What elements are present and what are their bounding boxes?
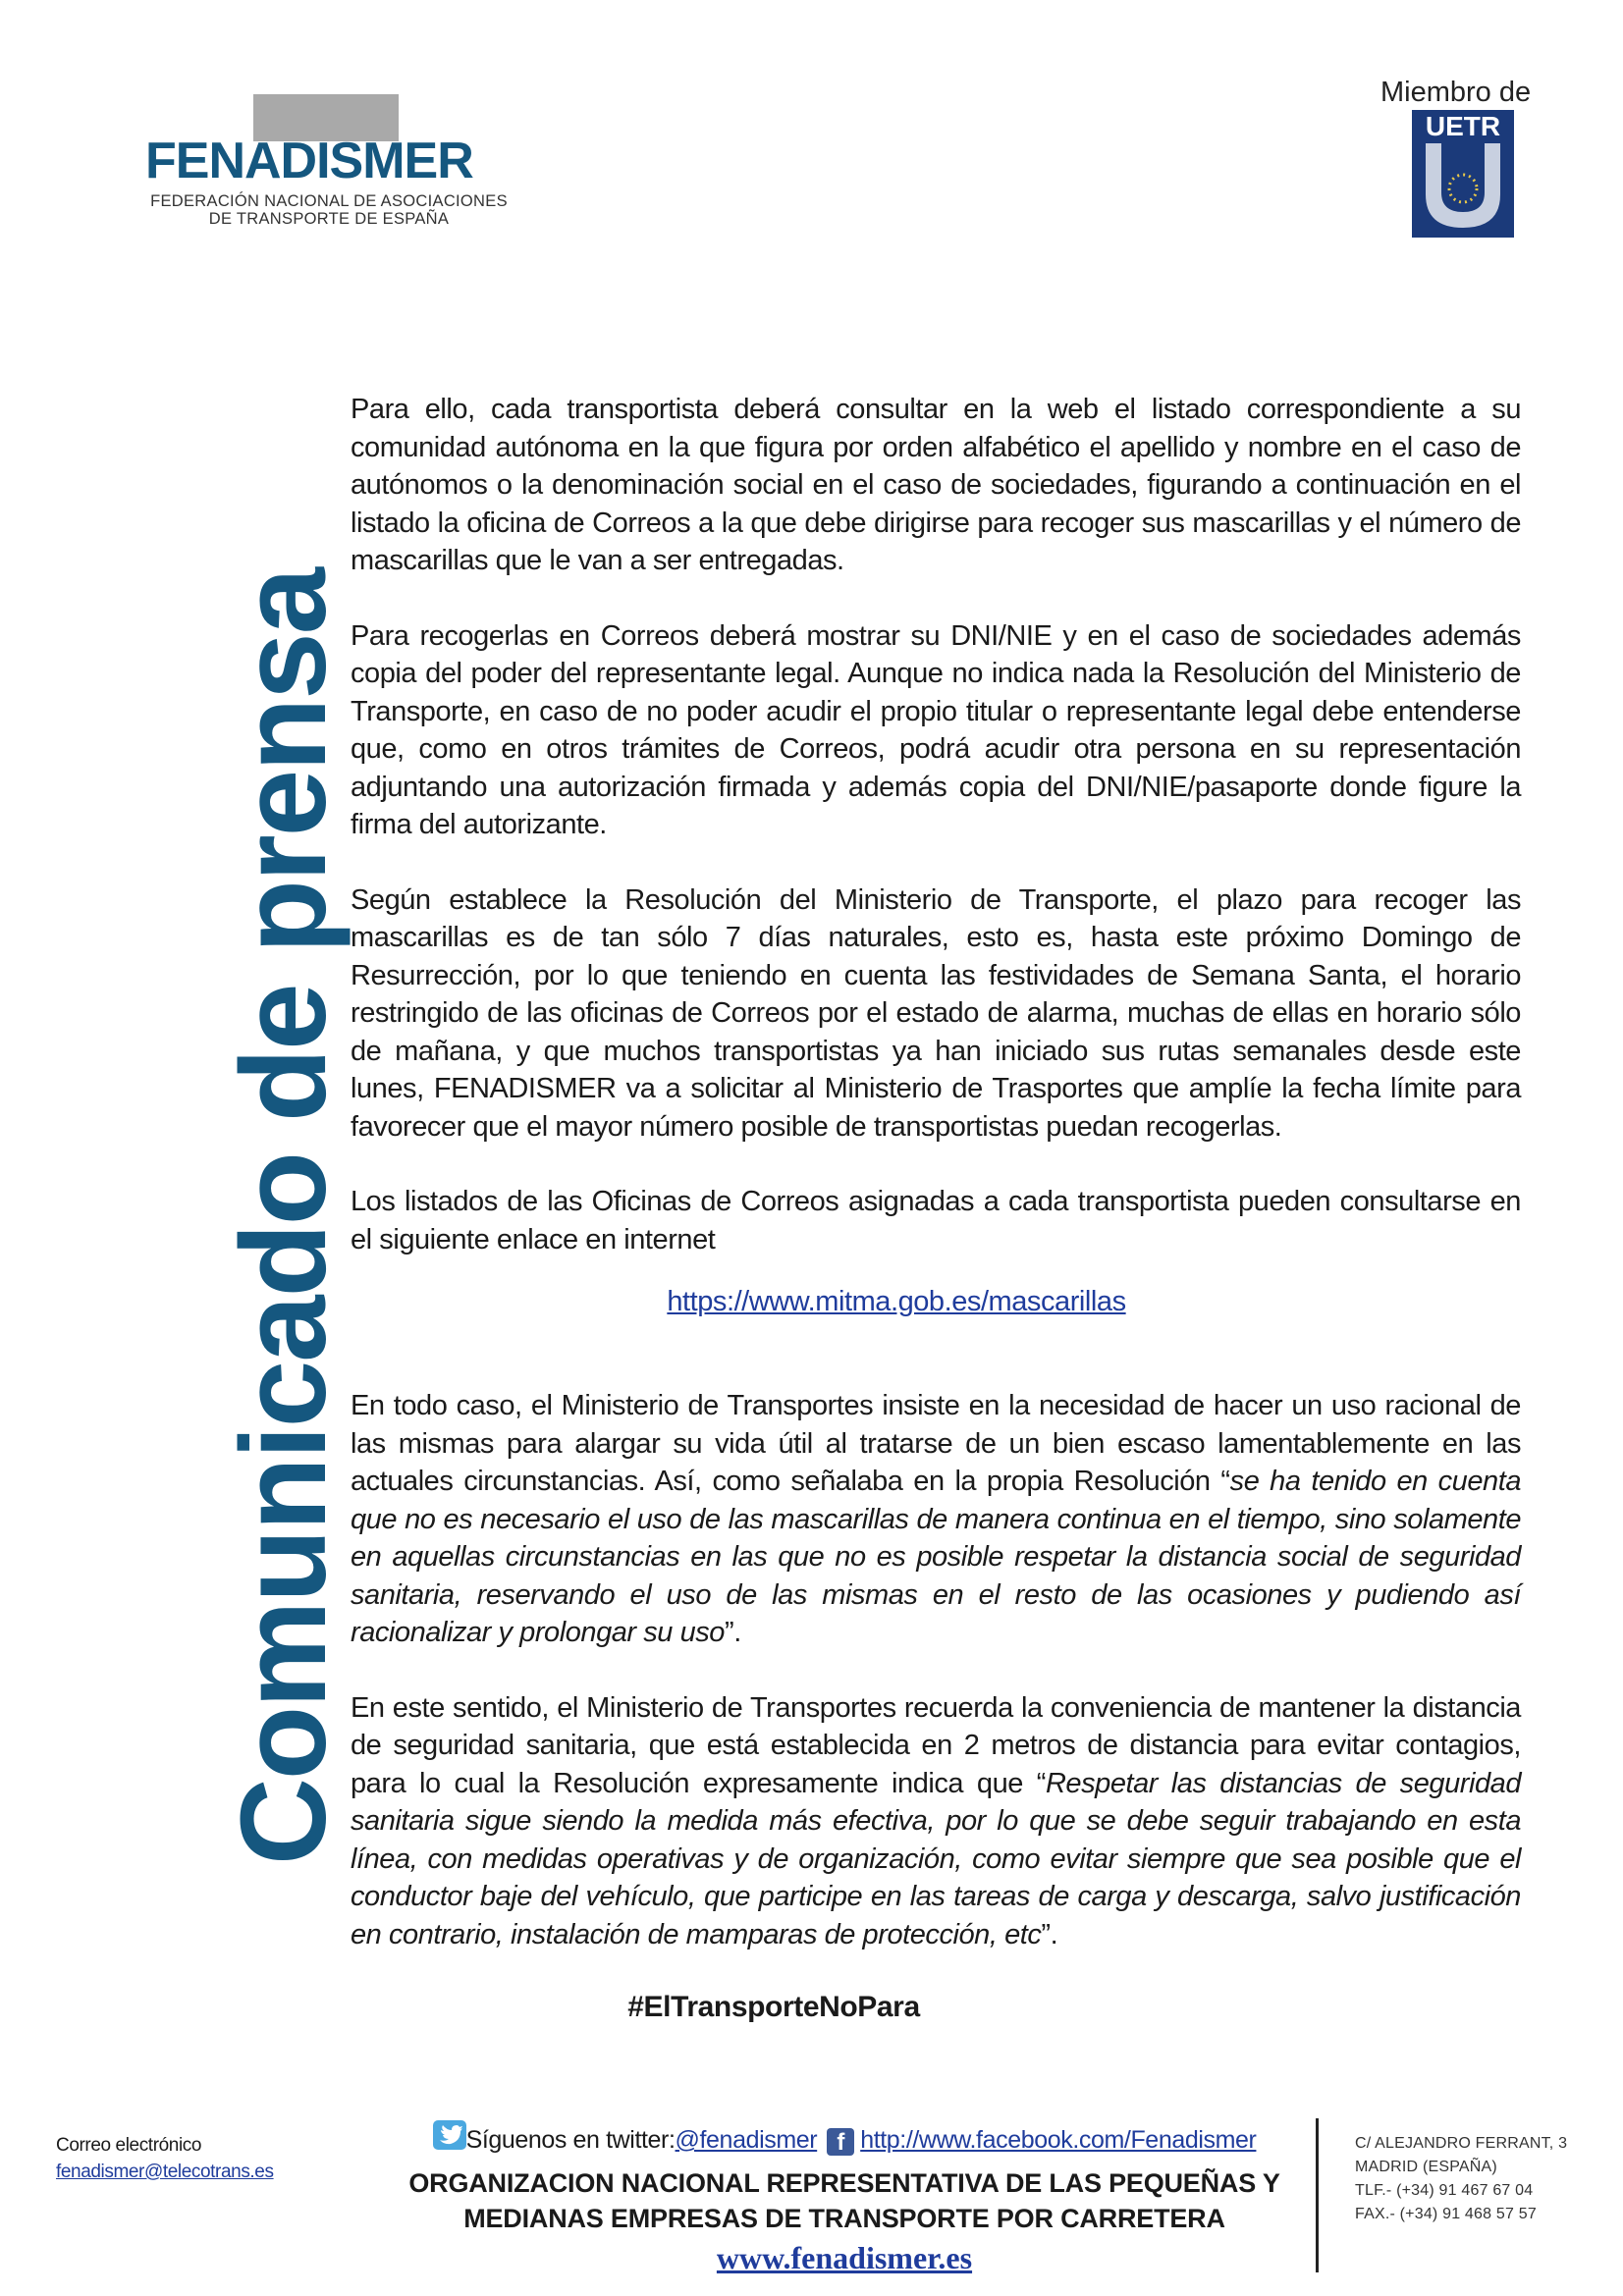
facebook-link[interactable]: http://www.facebook.com/Fenadismer xyxy=(860,2126,1257,2154)
footer-divider xyxy=(1316,2118,1319,2272)
phone-number: TLF.- (+34) 91 467 67 04 xyxy=(1355,2182,1534,2199)
paragraph-6-intro: En este sentido, el Ministerio de Transportes recuerda la conveniencia de mantener la distancia de seguridad sanitaria, que está establecida en 2 metros de distancia para evitar contagios, para lo cual la Resolución expresamente indica que “ xyxy=(351,1691,1521,1799)
mascarillas-link-line xyxy=(351,1286,1521,1318)
fenadismer-logo xyxy=(145,94,518,241)
member-caption: Miembro de xyxy=(1380,77,1532,108)
footer-address xyxy=(1355,2132,1567,2226)
paragraph-5 xyxy=(351,1387,1521,1652)
website-line xyxy=(393,2240,1296,2276)
logo-subtitle xyxy=(147,192,511,228)
paragraph-6-end: ”. xyxy=(1041,1918,1058,1950)
twitter-text: Síguenos en twitter: xyxy=(465,2126,676,2154)
address-line-2: MADRID (ESPAÑA) xyxy=(1355,2159,1497,2175)
logo-wordmark: FENADISMER xyxy=(145,133,473,189)
social-line xyxy=(393,2120,1296,2156)
uetr-badge-text: UETR xyxy=(1425,111,1501,141)
mascarillas-link[interactable]: https://www.mitma.gob.es/mascarillas xyxy=(667,1286,1126,1317)
logo-subtitle-line1: FEDERACIÓN NACIONAL DE ASOCIACIONES xyxy=(150,192,508,210)
twitter-link[interactable]: @fenadismer xyxy=(675,2126,818,2154)
org-description xyxy=(393,2165,1296,2236)
paragraph-5-intro: En todo caso, el Ministerio de Transportes insiste en la necesidad de hacer un uso racional de las mismas para alargar su vida útil al tratarse de un bien escaso lamentablemente en las actuales circunstancias. Así, como señalaba en la propia Resolución “ xyxy=(351,1390,1521,1497)
twitter-icon[interactable] xyxy=(433,2120,466,2150)
paragraph-6 xyxy=(351,1689,1521,1954)
logo-subtitle-line2: DE TRANSPORTE DE ESPAÑA xyxy=(208,210,450,228)
hashtag: #ElTransporteNoPara xyxy=(627,1991,920,2023)
uetr-badge-icon xyxy=(1412,110,1514,238)
paragraph-4: Los listados de las Oficinas de Correos asignadas a cada transportista pueden consultarse en el siguiente enlace en internet xyxy=(351,1186,1521,1255)
org-line-1: ORGANIZACION NACIONAL REPRESENTATIVA DE LAS PEQUEÑAS Y xyxy=(408,2168,1280,2198)
paragraph-1: Para ello, cada transportista deberá consultar en la web el listado correspondiente a su comunidad autónoma en la que figura por orden alfabético el apellido y nombre en el caso de autónomos o la denominación social en el caso de sociedades, figurando a continuación en el listado la oficina de Correos a la que debe dirigirse para recoger sus mascarillas y el número de mascarillas que le van a ser entregadas. xyxy=(351,394,1521,576)
website-link[interactable]: www.fenadismer.es xyxy=(716,2240,973,2275)
fax-number: FAX.- (+34) 91 468 57 57 xyxy=(1355,2206,1537,2222)
paragraph-5-end: ”. xyxy=(724,1617,741,1648)
press-release-body xyxy=(351,391,1521,2024)
paragraph-6-quote: Respetar las distancias de seguridad sanitaria sigue siendo la medida más efectiva, por lo que se debe seguir trabajando en esta línea, con medidas operativas y de organización, como evitar siempre que sea posible que el conductor baje del vehículo, que participe en las tareas de carga y descarga, salvo justificación en contrario, instalación de mamparas de protección, etc xyxy=(351,1767,1522,1950)
footer-center xyxy=(393,2120,1296,2276)
facebook-icon[interactable]: f xyxy=(827,2128,854,2156)
org-line-2: MEDIANAS EMPRESAS DE TRANSPORTE POR CARRETERA xyxy=(463,2204,1225,2233)
email-label: Correo electrónico xyxy=(56,2135,202,2156)
side-title: Comunicado de prensa xyxy=(217,568,352,1865)
address-line-1: C/ ALEJANDRO FERRANT, 3 xyxy=(1355,2135,1568,2152)
footer-contact xyxy=(56,2132,274,2185)
uetr-membership xyxy=(1375,77,1551,243)
paragraph-5-quote: se ha tenido en cuenta que no es necesario el uso de las mascarillas de manera continua en el tiempo, sino solamente en aquellas circunstancias en las que no es posible respetar la distancia social de seguridad sanitaria, reservando el uso de las mismas en el resto de las ocasiones y pudiendo así racionalizar y prolongar su uso xyxy=(351,1466,1521,1648)
paragraph-3: Según establece la Resolución del Ministerio de Transporte, el plazo para recoger las mascarillas es de tan sólo 7 días naturales, esto es, hasta este próximo Domingo de Resurrección, por lo que teniendo en cuenta las festividades de Semana Santa, el horario restringido de las oficinas de Correos por el estado de alarma, muchas de ellas en horario sólo de mañana, y que muchos transportistas ya han iniciado sus rutas semanales desde este lunes, FENADISMER va a solicitar al Ministerio de Trasportes que amplíe la fecha límite para favorecer que el mayor número posible de transportistas puedan recogerlas. xyxy=(351,883,1521,1143)
paragraph-2: Para recogerlas en Correos deberá mostrar su DNI/NIE y en el caso de sociedades además copia del poder del representante legal. Aunque no indica nada la Resolución del Ministerio de Transporte, en caso de no poder acudir el propio titular o representante legal debe entenderse que, como en otros trámites de Correos, podrá acudir otra persona en su representación adjuntando una autorización firmada y además copia del DNI/NIE/pasaporte donde figure la firma del autorizante. xyxy=(351,619,1521,840)
email-link[interactable]: fenadismer@telecotrans.es xyxy=(56,2162,274,2182)
